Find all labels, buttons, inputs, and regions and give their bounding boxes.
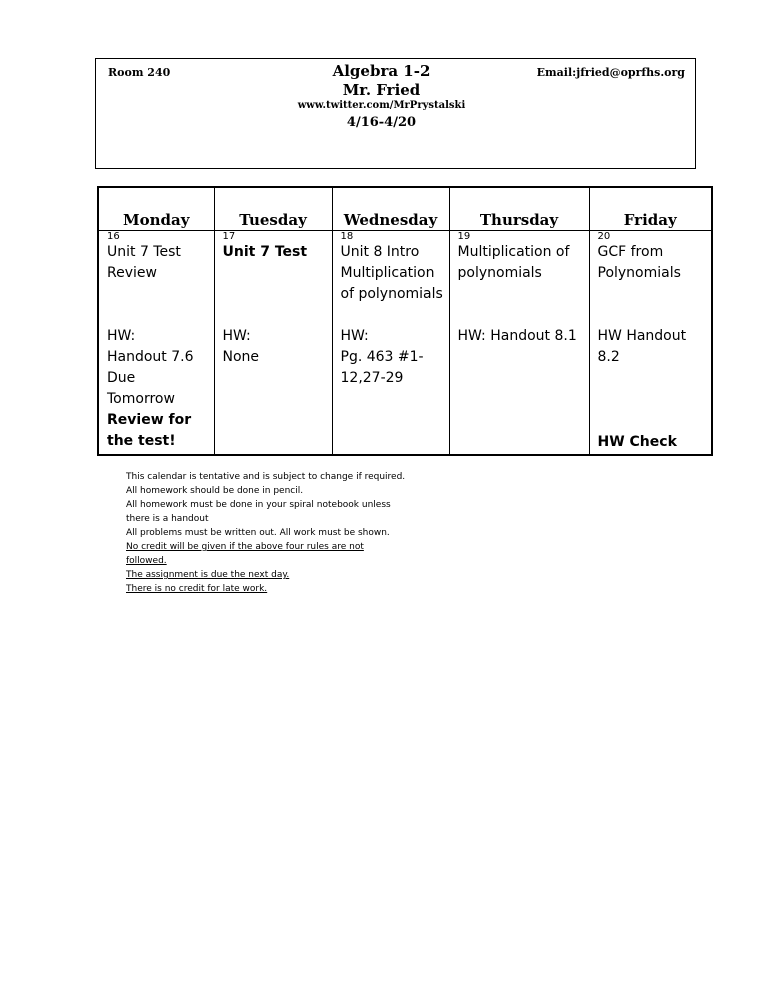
day-cell-monday xyxy=(98,231,214,456)
note-line-underlined: No credit will be given if the above four rules are not followed. xyxy=(126,542,364,566)
day-header-wednesday: Wednesday xyxy=(332,187,449,231)
hw-label: HW: xyxy=(340,328,369,344)
notes-section xyxy=(126,470,406,596)
note-line-underlined: There is no credit for late work. xyxy=(126,584,268,594)
day-topic: Unit 7 Test xyxy=(222,244,308,260)
day-header-monday: Monday xyxy=(98,187,214,231)
note-line: All problems must be written out. All work must be shown. xyxy=(126,528,390,538)
note-line-underlined: The assignment is due the next day. xyxy=(126,570,290,580)
day-cell-tuesday xyxy=(214,231,332,456)
teacher-name: Mr. Fried xyxy=(342,81,421,99)
email-address[interactable]: Email:jfried@oprfhs.org xyxy=(536,66,685,79)
note-line: All homework should be done in pencil. xyxy=(126,486,304,496)
hw-text: Pg. 463 #1-12,27-29 xyxy=(340,349,424,386)
day-number: 17 xyxy=(222,231,236,242)
day-cell-friday xyxy=(589,231,712,456)
day-header-thursday: Thursday xyxy=(449,187,589,231)
week-dates: 4/16-4/20 xyxy=(346,115,417,130)
day-extra-note: Review for the test! xyxy=(107,412,192,449)
day-header-friday: Friday xyxy=(589,187,712,231)
day-header-row xyxy=(98,187,712,231)
day-number: 16 xyxy=(107,231,120,242)
room-number: Room 240 xyxy=(108,66,171,79)
course-title: Algebra 1-2 xyxy=(332,62,431,80)
hw-text: HW: Handout 8.1 xyxy=(457,328,577,344)
day-number: 20 xyxy=(597,231,611,242)
note-line: All homework must be done in your spiral notebook unless there is a handout xyxy=(126,500,391,524)
day-header-tuesday: Tuesday xyxy=(214,187,332,231)
day-topic: GCF from Polynomials xyxy=(597,244,681,281)
note-line: This calendar is tentative and is subject to change if required. xyxy=(126,472,406,482)
hw-label: HW: xyxy=(107,328,136,344)
hw-text: Handout 7.6 xyxy=(107,349,194,365)
weekly-calendar xyxy=(97,186,713,456)
day-topic: Unit 7 Test Review xyxy=(107,244,181,281)
day-cell-thursday xyxy=(449,231,589,456)
hw-label: HW: xyxy=(222,328,251,344)
hw-text: Tomorrow xyxy=(107,391,175,407)
hw-text: Due xyxy=(107,370,136,386)
day-cell-wednesday xyxy=(332,231,449,456)
day-topic: Unit 8 Intro Multiplication of polynomials xyxy=(340,244,443,302)
day-content-row xyxy=(98,231,712,456)
header-box xyxy=(95,58,696,169)
twitter-link[interactable]: www.twitter.com/MrPrystalski xyxy=(297,100,466,111)
day-number: 19 xyxy=(457,231,471,242)
day-number: 18 xyxy=(340,231,354,242)
hw-text: HW Handout 8.2 xyxy=(597,328,687,365)
day-extra-note: HW Check xyxy=(597,434,677,450)
day-topic: Multiplication of polynomials xyxy=(457,244,570,281)
hw-text: None xyxy=(222,349,260,365)
